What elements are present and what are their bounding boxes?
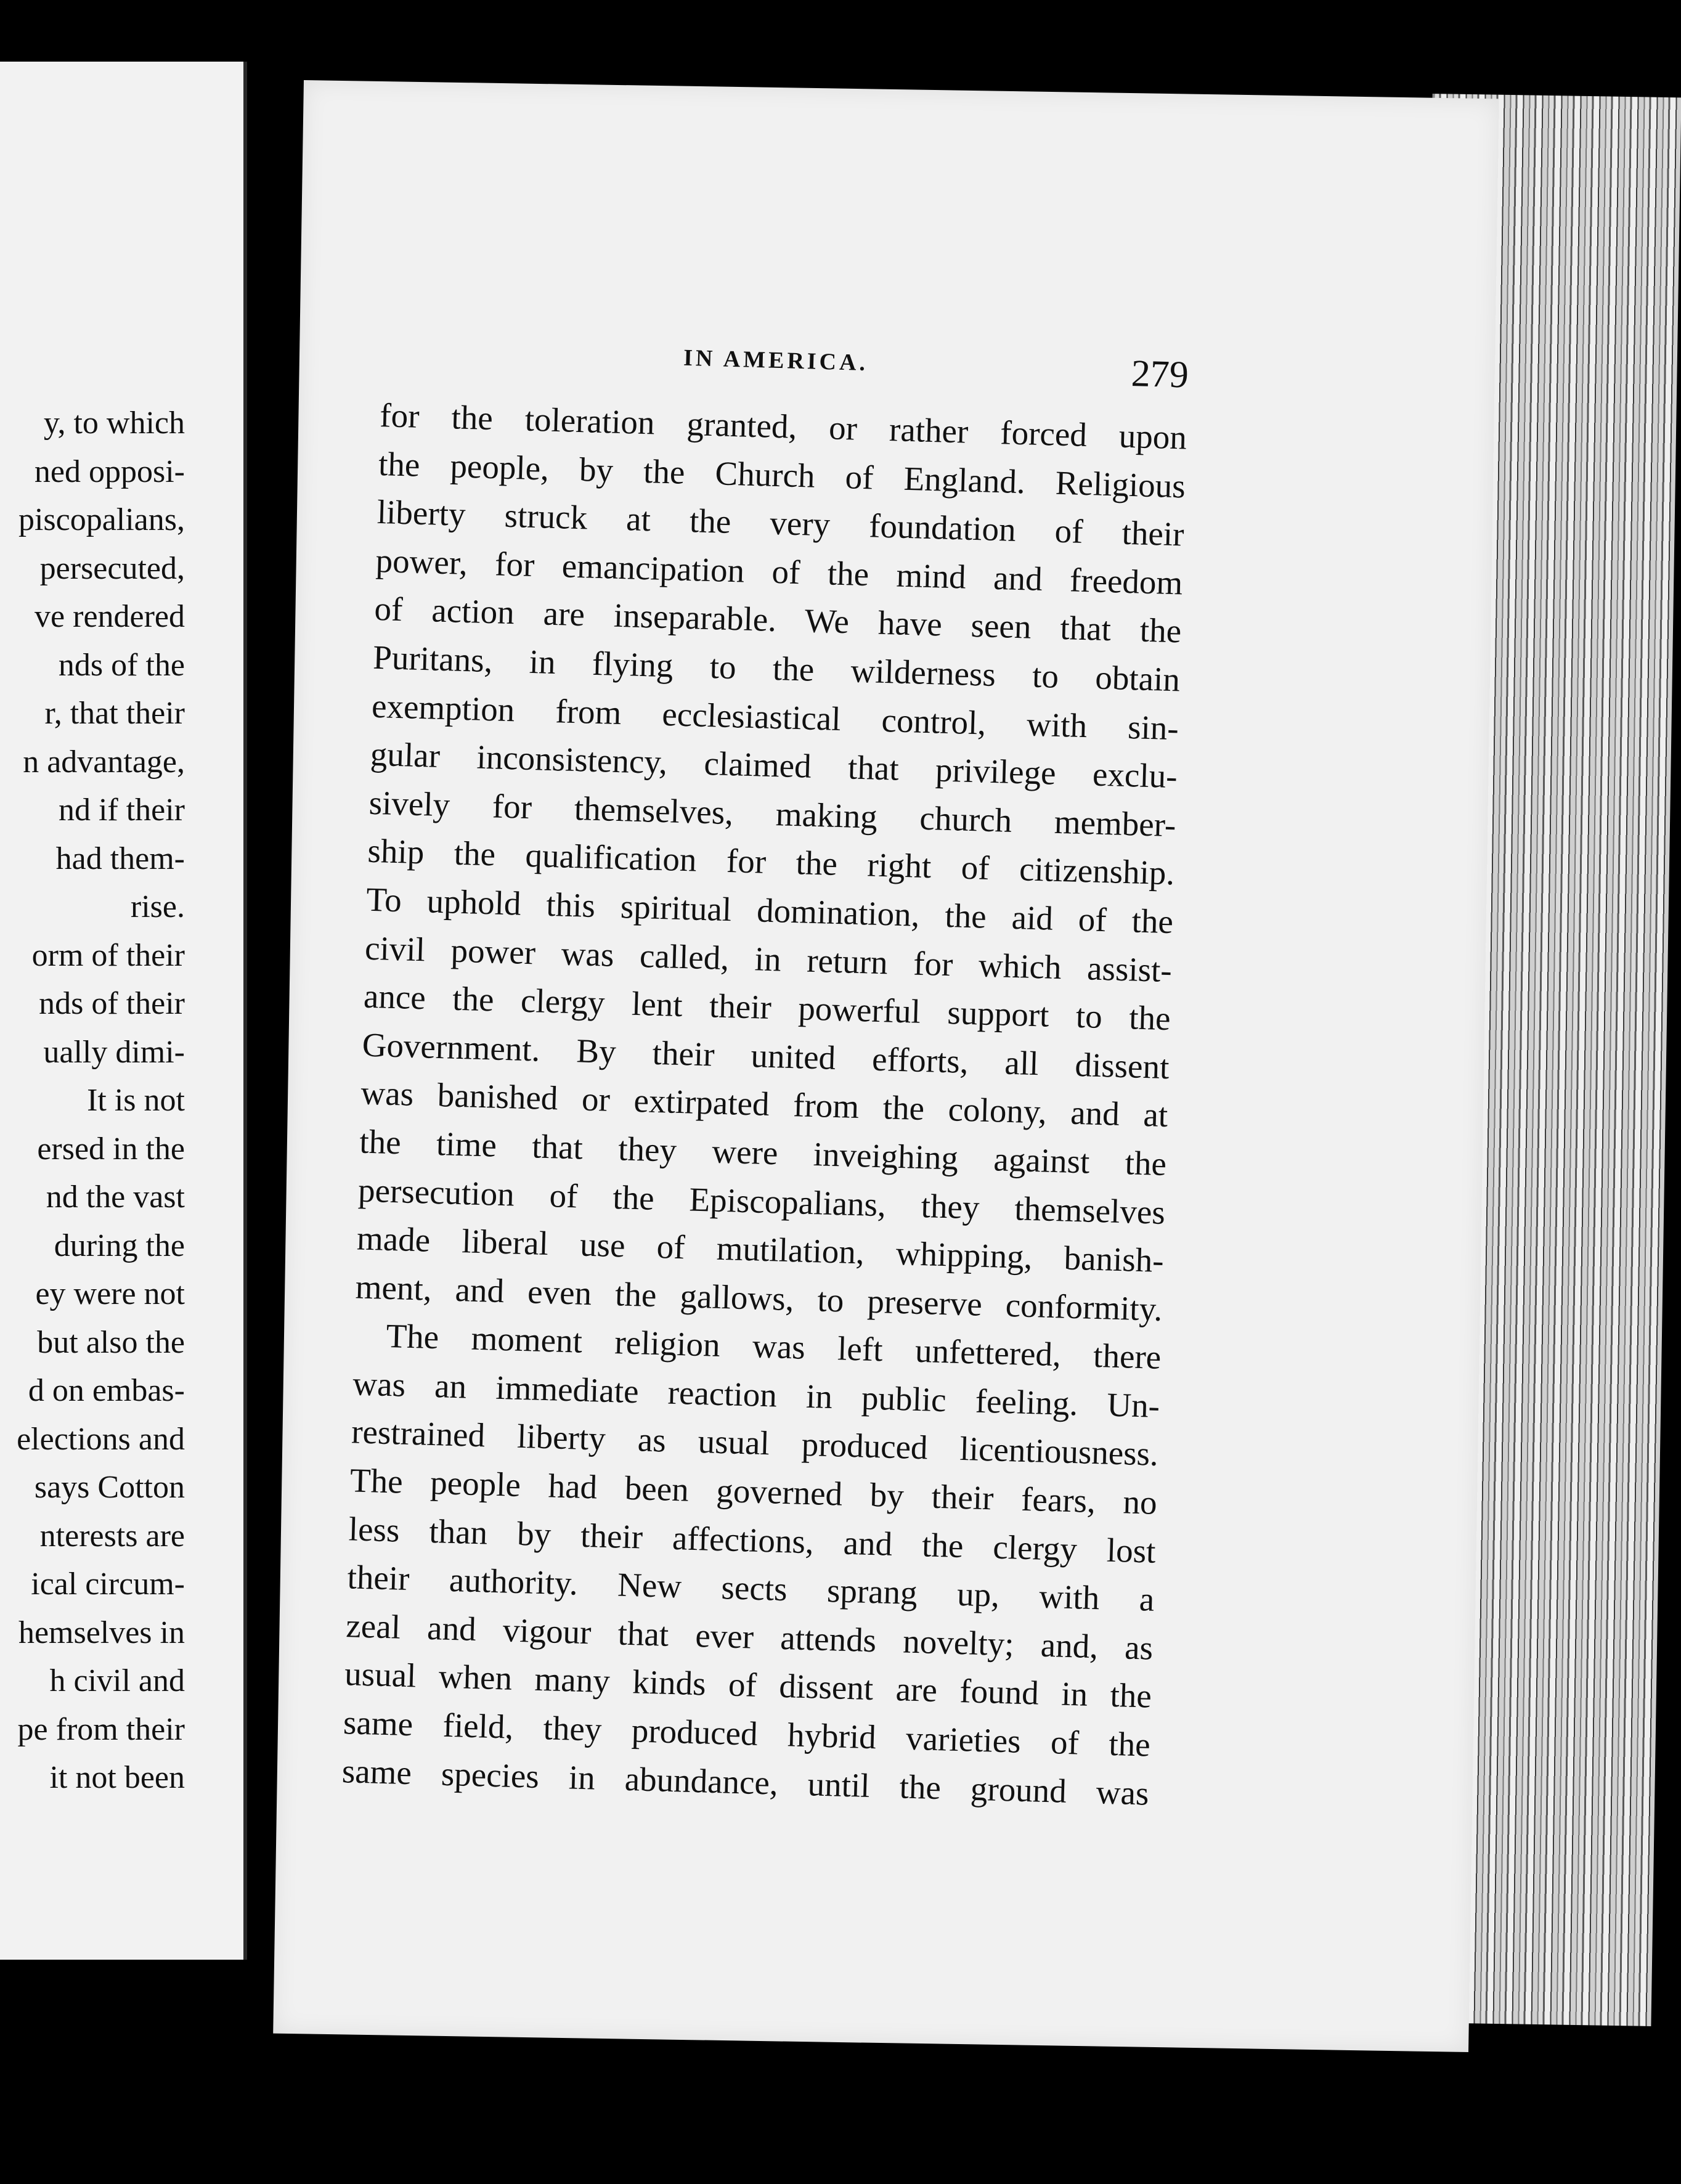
left-page-line: d on embas- [28, 1373, 185, 1408]
body-line: sively for themselves, making church member- [368, 783, 1177, 844]
body-line: exemption from ecclesiastical control, with sin- [371, 687, 1179, 747]
left-page-line: ersed in the [37, 1131, 185, 1167]
left-page-line: nterests are [39, 1518, 185, 1554]
body-line: same field, they produced hybrid varieties of the [343, 1703, 1151, 1764]
left-page-line: says Cotton [34, 1470, 185, 1505]
body-line: ment, and even the gallows, to preserve conformity. [355, 1268, 1163, 1328]
left-page-line: elections and [17, 1421, 185, 1457]
body-line: civil power was called, in return for which assist- [364, 929, 1173, 989]
page-number: 279 [1130, 352, 1189, 396]
body-line: Government. By their united efforts, all dissent [362, 1025, 1170, 1086]
left-page-line: persecuted, [39, 550, 185, 586]
left-page-line: orm of their [31, 937, 185, 973]
body-line: The moment religion was left unfettered, there [385, 1317, 1162, 1377]
body-line: ance the clergy lent their powerful support to the [363, 977, 1171, 1038]
body-line: gular inconsistency, claimed that privilege exclu- [370, 735, 1178, 796]
body-line: To uphold this spiritual domination, the aid of the [365, 880, 1174, 941]
body-line: for the toleration granted, or rather forced upon [379, 396, 1187, 457]
left-page-line: hemselves in [18, 1615, 185, 1650]
left-page-line: it not been [49, 1760, 185, 1795]
left-page-line: piscopalians, [18, 502, 185, 537]
left-page-line: h civil and [49, 1663, 185, 1698]
left-page-line: ned opposi- [34, 454, 185, 489]
body-line: Puritans, in flying to the wilderness to obtain [372, 638, 1181, 699]
body-line: liberty struck at the very foundation of their [376, 493, 1185, 553]
left-facing-page [0, 62, 247, 1960]
left-page-line: had them- [55, 841, 185, 876]
body-line: usual when many kinds of dissent are found in the [344, 1655, 1152, 1716]
body-line: their authority. New sects sprang up, with a [346, 1558, 1155, 1619]
left-page-line: ical circum- [31, 1567, 185, 1602]
left-page-line: nds of the [58, 647, 185, 683]
left-page-line: ve rendered [35, 599, 185, 634]
left-page-line: ey were not [35, 1276, 185, 1311]
right-page-text-block [341, 336, 1189, 1818]
left-page-line: but also the [37, 1324, 185, 1360]
left-page-line: It is not [87, 1083, 185, 1118]
left-page-line: r, that their [44, 696, 185, 731]
left-page-line: pe from their [17, 1711, 185, 1747]
body-line: was banished or extirpated from the colony, and at [360, 1074, 1169, 1135]
left-page-line: n advantage, [23, 744, 185, 780]
body-line: was an immediate reaction in public feeling. Un- [352, 1364, 1160, 1425]
left-page-line: ually dimi- [43, 1034, 185, 1070]
body-line: The people had been governed by their fears, no [349, 1461, 1158, 1522]
left-page-line: during the [54, 1228, 185, 1263]
body-line: of action are inseparable. We have seen that the [373, 590, 1182, 650]
body-line: the time that they were inveighing against the [359, 1122, 1167, 1183]
body-line: ship the qualification for the right of citizenship. [367, 832, 1176, 892]
left-page-line: nds of their [39, 986, 185, 1021]
body-line: persecution of the Episcopalians, they themselves [357, 1170, 1166, 1231]
body-line: zeal and vigour that ever attends novelty; and, as [345, 1607, 1154, 1667]
left-page-line: nd the vast [46, 1180, 185, 1215]
body-line: same species in abundance, until the ground was [341, 1751, 1150, 1812]
body-line: made liberal use of mutilation, whipping, banish- [356, 1219, 1165, 1280]
body-text [341, 391, 1187, 1818]
body-line: less than by their affections, and the clergy lost [348, 1509, 1157, 1570]
running-head: IN AMERICA. [683, 344, 869, 377]
left-page-line: y, to which [43, 405, 185, 441]
left-page-text [0, 399, 185, 1803]
body-line: the people, by the Church of England. Religious [378, 444, 1186, 505]
left-page-line: nd if their [58, 793, 185, 828]
body-line: restrained liberty as usual produced licentiousness. [351, 1412, 1159, 1473]
body-line: power, for emancipation of the mind and freedom [375, 541, 1184, 602]
left-page-line: rise. [130, 889, 185, 924]
